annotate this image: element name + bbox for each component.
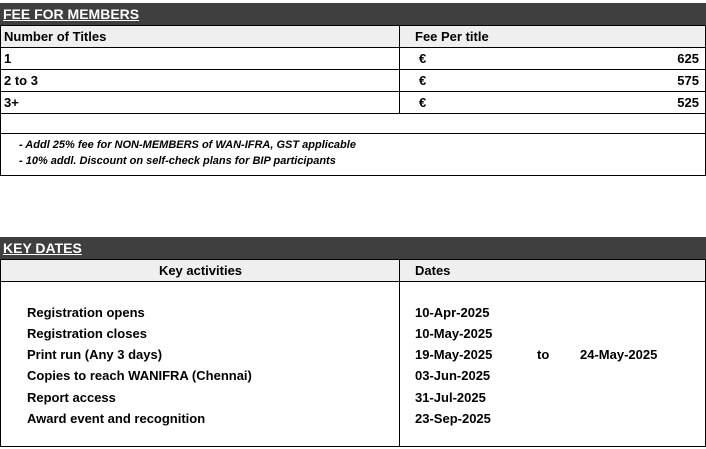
- key-dates-column-divider: [399, 260, 400, 446]
- activity-date: 31-Jul-2025: [415, 390, 486, 405]
- fee-row-titles: 1: [4, 51, 12, 66]
- fee-row-titles: 3+: [4, 95, 19, 110]
- col-number-of-titles: Number of Titles: [4, 29, 107, 44]
- col-key-activities: Key activities: [158, 263, 243, 278]
- fee-section-title-text: FEE FOR MEMBERS: [3, 6, 140, 22]
- fee-row: [1, 48, 705, 70]
- activity-label: Award event and recognition: [27, 411, 206, 426]
- fee-row-amount: 575: [677, 73, 699, 88]
- fee-row-amount: 525: [677, 95, 699, 110]
- currency-symbol: €: [419, 73, 427, 88]
- activity-date: 03-Jun-2025: [415, 368, 491, 383]
- fee-table-header: [1, 26, 705, 48]
- fee-section-title: [0, 3, 706, 25]
- fee-table: [0, 25, 706, 176]
- currency-symbol: €: [419, 51, 427, 66]
- key-dates-table: [0, 259, 706, 447]
- activity-date: 19-May-2025: [415, 347, 493, 362]
- activity-label: Registration closes: [27, 326, 147, 341]
- fee-column-divider: [399, 26, 400, 114]
- date-range-to-label: to: [537, 347, 550, 362]
- fee-row-amount: 625: [677, 51, 699, 66]
- activity-end-date: 24-May-2025: [580, 347, 658, 362]
- activity-date: 23-Sep-2025: [415, 411, 491, 426]
- activity-date: 10-Apr-2025: [415, 305, 490, 320]
- activity-date: 10-May-2025: [415, 326, 493, 341]
- col-fee-per-title: Fee Per title: [415, 29, 489, 44]
- fee-row: [1, 92, 705, 114]
- fee-note: - 10% addl. Discount on self-check plans for BIP participants: [19, 155, 336, 167]
- fee-note: - Addl 25% fee for NON-MEMBERS of WAN-IFRA, GST applicable: [19, 139, 356, 151]
- activity-label: Print run (Any 3 days): [27, 347, 163, 362]
- key-dates-section-title: [0, 237, 706, 259]
- activity-label: Report access: [27, 390, 116, 405]
- activity-label: Copies to reach WANIFRA (Chennai): [27, 368, 252, 383]
- fee-row-titles: 2 to 3: [4, 73, 38, 88]
- fee-blank-row: [1, 114, 705, 134]
- activity-label: Registration opens: [27, 305, 145, 320]
- col-dates: Dates: [415, 263, 451, 278]
- currency-symbol: €: [419, 95, 427, 110]
- fee-row: [1, 70, 705, 92]
- key-dates-section-title-text: KEY DATES: [3, 240, 82, 256]
